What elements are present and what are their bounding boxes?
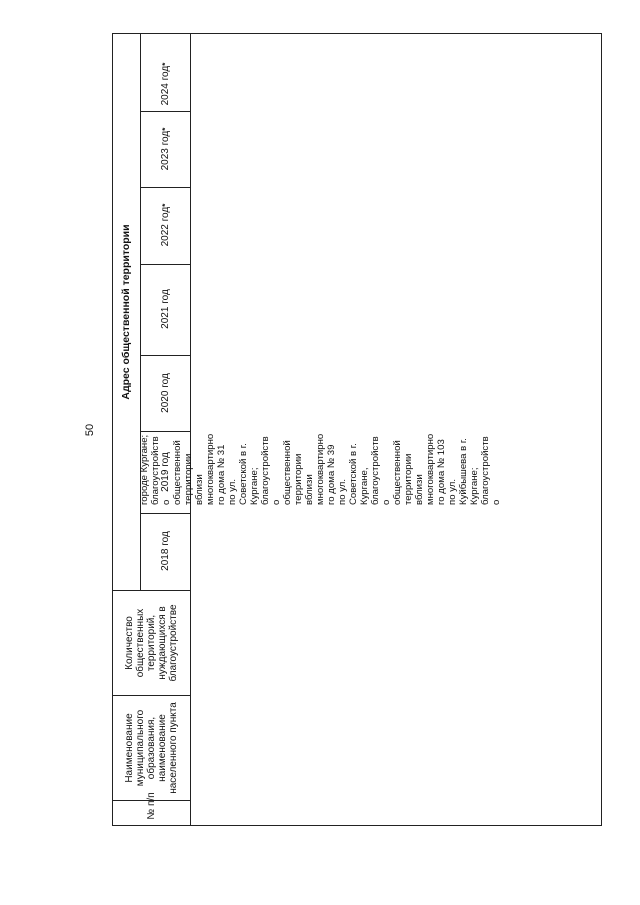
cell-2021-line: территории: [293, 453, 304, 505]
cell-2021-line: о: [271, 499, 282, 505]
cell-2021-line: Куйбышева в г.: [458, 438, 469, 505]
cell-2021-line: городе Кургане;: [139, 434, 150, 505]
cell-2021-line: по ул.: [227, 478, 238, 505]
cell-2021-line: Кургане;: [469, 467, 480, 505]
cell-2021-line: Советской в г.: [348, 443, 359, 505]
cell-2021-line: общественной: [172, 440, 183, 505]
year-star-2022: *: [160, 203, 170, 207]
table-border-bottom: [112, 825, 602, 826]
cell-2021-line: го дома № 39: [326, 444, 337, 505]
cell-2021-line: го дома № 31: [216, 444, 227, 505]
header-num: № п/п: [145, 792, 157, 820]
year-star-2024: *: [160, 62, 170, 66]
year-label-2018: 2018 год: [159, 531, 171, 571]
header-year-2018: [141, 514, 189, 588]
cell-2021-line: вблизи: [414, 474, 425, 505]
table-border-right: [601, 33, 602, 826]
cell-2021-line: по ул.: [447, 478, 458, 505]
cell-2021-line: го дома № 103: [436, 439, 447, 505]
header-municipality: Наименование муниципального образования, наименование населенного пункта: [123, 702, 179, 794]
header-count: Количество общественных территорий, нуждающихся в благоустройстве: [123, 604, 179, 682]
cell-2021-line: многоквартирно: [205, 433, 216, 505]
year-label-2023: 2023 год: [159, 130, 171, 171]
cell-2021-line: вблизи: [194, 474, 205, 505]
cell-2021-line: благоустройств: [480, 436, 491, 505]
year-label-2019: 2019 год: [159, 452, 171, 492]
cell-2021-line: благоустройств: [370, 436, 381, 505]
cell-2021-line: Кургане,: [359, 467, 370, 505]
cell-2021-line: общественной: [282, 440, 293, 505]
cell-2021-line: о: [491, 499, 502, 505]
cell-2021-line: благоустройств: [260, 436, 271, 505]
year-label-2020: 2020 год: [159, 373, 171, 413]
year-label-2022: 2022 год: [159, 206, 171, 247]
cell-2021-line: по ул.: [337, 478, 348, 505]
cell-2021-content: [139, 241, 519, 505]
year-label-2024: 2024 год: [159, 65, 171, 106]
cell-2021-line: общественной: [392, 440, 403, 505]
cell-2021-line: территории: [403, 453, 414, 505]
year-star-2023: *: [160, 127, 170, 131]
table-border-top: [112, 33, 602, 34]
cell-2021-line: многоквартирно: [425, 433, 436, 505]
cell-2021-line: вблизи: [304, 474, 315, 505]
cell-2021-line: многоквартирно: [315, 433, 326, 505]
cell-2021-line: Советской в г.: [238, 443, 249, 505]
cell-2021-line: благоустройств: [150, 436, 161, 505]
year-label-2021: 2021 год: [159, 289, 171, 329]
cell-2021-line: территории: [183, 453, 194, 505]
header-year-2023: [141, 111, 189, 187]
cell-2021-lines: [139, 434, 502, 505]
cell-2021-line: о: [381, 499, 392, 505]
page-number: 50: [84, 423, 96, 437]
address-group-header: Адрес общественной территории: [119, 224, 132, 400]
cell-2021-line: о: [161, 499, 172, 505]
cell-2021-line: Кургане;: [249, 467, 260, 505]
